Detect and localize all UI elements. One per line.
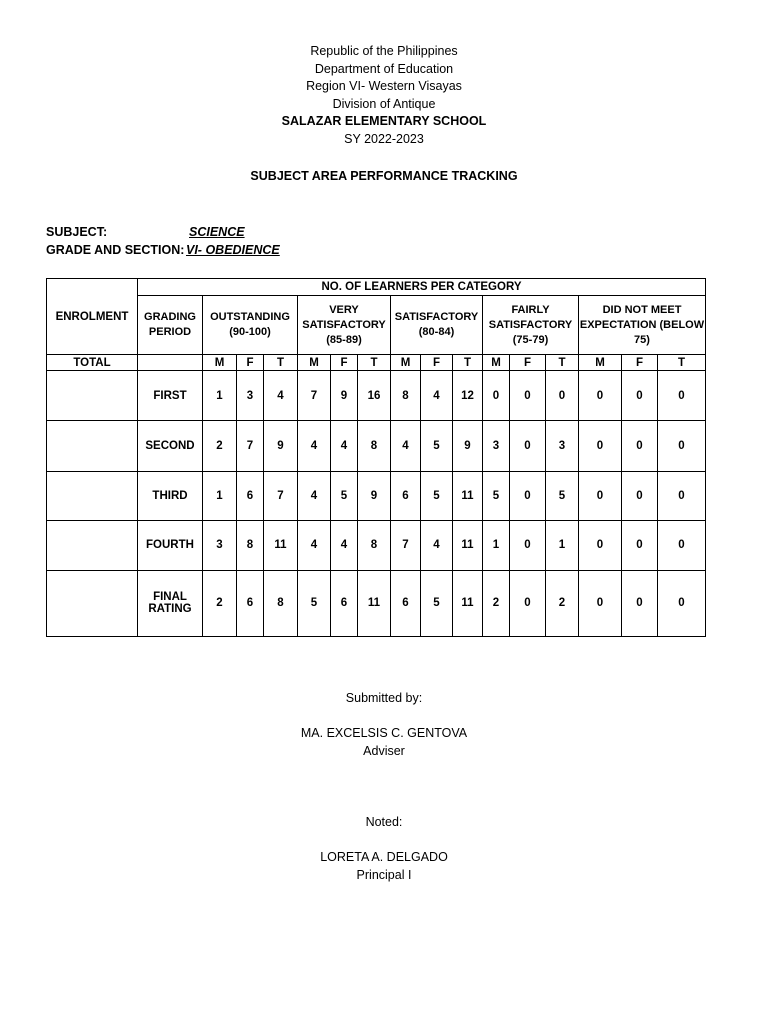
- header-school-year: SY 2022-2023: [344, 131, 424, 146]
- count-cell: 11: [358, 570, 391, 636]
- count-cell: 2: [483, 570, 510, 636]
- adviser-name: MA. EXCELSIS C. GENTOVA: [300, 726, 468, 740]
- grading-period-cell: SECOND: [138, 421, 203, 471]
- count-cell: 6: [237, 471, 264, 520]
- header-division: Division of Antique: [332, 96, 436, 111]
- col-m: M: [483, 355, 510, 371]
- count-cell: 0: [510, 371, 546, 421]
- count-cell: 0: [658, 471, 706, 520]
- table-row-fourth: [47, 520, 706, 570]
- col-t: T: [358, 355, 391, 371]
- col-t: T: [658, 355, 706, 371]
- header-school-name: SALAZAR ELEMENTARY SCHOOL: [281, 114, 487, 128]
- category-did-not-meet-header: DID NOT MEET EXPECTATION (BELOW 75): [579, 296, 706, 355]
- count-cell: 4: [298, 471, 331, 520]
- col-f: F: [421, 355, 453, 371]
- count-cell: 2: [546, 570, 579, 636]
- count-cell: 0: [579, 570, 622, 636]
- count-cell: 16: [358, 371, 391, 421]
- count-cell: 4: [298, 520, 331, 570]
- count-cell: 1: [483, 520, 510, 570]
- category-satisfactory-header: SATISFACTORY (80-84): [391, 296, 483, 355]
- count-cell: 5: [421, 471, 453, 520]
- count-cell: 3: [483, 421, 510, 471]
- count-cell: 4: [331, 520, 358, 570]
- count-cell: 4: [298, 421, 331, 471]
- col-t: T: [264, 355, 298, 371]
- submitted-block: [0, 690, 768, 708]
- count-cell: 8: [358, 520, 391, 570]
- count-cell: 0: [658, 421, 706, 471]
- document-header: [0, 43, 768, 148]
- count-cell: 3: [546, 421, 579, 471]
- grading-period-header: GRADING PERIOD: [138, 296, 203, 355]
- header-department: Department of Education: [314, 61, 454, 76]
- count-cell: 4: [391, 421, 421, 471]
- count-cell: 4: [264, 371, 298, 421]
- col-f: F: [622, 355, 658, 371]
- count-cell: 5: [546, 471, 579, 520]
- category-very-satisfactory-header: VERY SATISFACTORY (85-89): [298, 296, 391, 355]
- count-cell: 1: [203, 471, 237, 520]
- count-cell: 0: [510, 421, 546, 471]
- count-cell: 0: [579, 371, 622, 421]
- count-cell: 3: [203, 520, 237, 570]
- enrolment-cell: [47, 371, 138, 421]
- col-f: F: [237, 355, 264, 371]
- count-cell: 0: [510, 570, 546, 636]
- count-cell: 0: [622, 570, 658, 636]
- count-cell: 5: [298, 570, 331, 636]
- count-cell: 9: [453, 421, 483, 471]
- count-cell: 9: [264, 421, 298, 471]
- total-row: [47, 355, 706, 371]
- principal-title: Principal I: [356, 867, 412, 882]
- header-republic: Republic of the Philippines: [310, 44, 458, 58]
- count-cell: 9: [331, 371, 358, 421]
- adviser-title: Adviser: [363, 743, 405, 758]
- count-cell: 5: [421, 421, 453, 471]
- noted-label: Noted:: [365, 815, 403, 829]
- count-cell: 0: [658, 371, 706, 421]
- col-t: T: [453, 355, 483, 371]
- total-period-cell: [138, 355, 203, 371]
- table-row-second: [47, 421, 706, 471]
- count-cell: 6: [331, 570, 358, 636]
- grading-period-cell: FINAL RATING: [138, 570, 203, 636]
- enrolment-cell: [47, 421, 138, 471]
- grading-period-cell: THIRD: [138, 471, 203, 520]
- principal-block: [0, 849, 768, 884]
- count-cell: 1: [203, 371, 237, 421]
- count-cell: 0: [658, 570, 706, 636]
- count-cell: 11: [453, 570, 483, 636]
- count-cell: 0: [510, 471, 546, 520]
- count-cell: 7: [298, 371, 331, 421]
- col-m: M: [391, 355, 421, 371]
- count-cell: 7: [237, 421, 264, 471]
- count-cell: 0: [510, 520, 546, 570]
- count-cell: 0: [546, 371, 579, 421]
- count-cell: 0: [622, 471, 658, 520]
- grade-section-line: [46, 243, 280, 257]
- performance-table: [46, 278, 706, 637]
- count-cell: 0: [658, 520, 706, 570]
- col-m: M: [203, 355, 237, 371]
- count-cell: 11: [264, 520, 298, 570]
- principal-name: LORETA A. DELGADO: [320, 850, 448, 864]
- enrolment-header: ENROLMENT: [47, 279, 138, 355]
- count-cell: 6: [391, 471, 421, 520]
- count-cell: 11: [453, 520, 483, 570]
- grading-period-cell: FIRST: [138, 371, 203, 421]
- count-cell: 0: [622, 520, 658, 570]
- noted-block: [0, 814, 768, 832]
- count-cell: 8: [237, 520, 264, 570]
- count-cell: 2: [203, 421, 237, 471]
- count-cell: 4: [421, 520, 453, 570]
- grade-section-label: GRADE AND SECTION:: [46, 243, 185, 257]
- col-t: T: [546, 355, 579, 371]
- adviser-block: [0, 725, 768, 760]
- count-cell: 12: [453, 371, 483, 421]
- table-row-third: [47, 471, 706, 520]
- count-cell: 5: [483, 471, 510, 520]
- count-cell: 2: [203, 570, 237, 636]
- col-f: F: [510, 355, 546, 371]
- header-region: Region VI- Western Visayas: [306, 79, 462, 93]
- subject-value: SCIENCE: [189, 225, 245, 239]
- subject-line: [46, 225, 245, 239]
- count-cell: 4: [421, 371, 453, 421]
- data-rows: [47, 371, 706, 637]
- count-cell: 11: [453, 471, 483, 520]
- count-cell: 9: [358, 471, 391, 520]
- grading-period-cell: FOURTH: [138, 520, 203, 570]
- count-cell: 1: [546, 520, 579, 570]
- table-row-first: [47, 371, 706, 421]
- enrolment-cell: [47, 520, 138, 570]
- count-cell: 8: [358, 421, 391, 471]
- count-cell: 0: [579, 520, 622, 570]
- count-cell: 0: [483, 371, 510, 421]
- col-f: F: [331, 355, 358, 371]
- category-fairly-satisfactory-header: FAIRLY SATISFACTORY (75-79): [483, 296, 579, 355]
- submitted-label: Submitted by:: [345, 691, 423, 705]
- count-cell: 4: [331, 421, 358, 471]
- count-cell: 7: [391, 520, 421, 570]
- count-cell: 0: [622, 421, 658, 471]
- count-cell: 0: [622, 371, 658, 421]
- subject-label: SUBJECT:: [46, 225, 108, 239]
- col-m: M: [579, 355, 622, 371]
- count-cell: 7: [264, 471, 298, 520]
- count-cell: 6: [237, 570, 264, 636]
- count-cell: 6: [391, 570, 421, 636]
- grade-section-value: VI- OBEDIENCE: [186, 243, 280, 257]
- enrolment-cell: [47, 471, 138, 520]
- category-outstanding-header: OUTSTANDING (90-100): [203, 296, 298, 355]
- count-cell: 0: [579, 471, 622, 520]
- count-cell: 0: [579, 421, 622, 471]
- total-label: TOTAL: [47, 355, 138, 371]
- count-cell: 3: [237, 371, 264, 421]
- table-row-final-rating: [47, 570, 706, 636]
- col-m: M: [298, 355, 331, 371]
- document-title: SUBJECT AREA PERFORMANCE TRACKING: [250, 169, 518, 183]
- count-cell: 8: [391, 371, 421, 421]
- count-cell: 8: [264, 570, 298, 636]
- count-cell: 5: [331, 471, 358, 520]
- learners-per-category-header: NO. OF LEARNERS PER CATEGORY: [138, 279, 706, 296]
- enrolment-cell: [47, 570, 138, 636]
- count-cell: 5: [421, 570, 453, 636]
